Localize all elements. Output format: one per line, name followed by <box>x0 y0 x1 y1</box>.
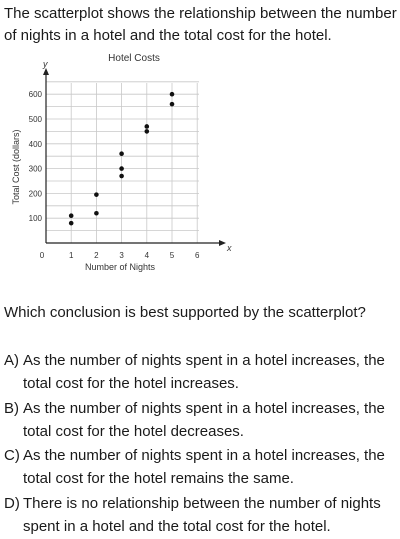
y-tick-label: 500 <box>28 115 42 124</box>
data-point <box>94 192 99 197</box>
x-tick-label: 2 <box>94 251 99 260</box>
y-axis-label: Total Cost (dollars) <box>11 129 21 205</box>
x-tick-label: 4 <box>144 251 150 260</box>
data-point <box>170 102 175 107</box>
x-tick-label: 6 <box>194 251 200 260</box>
answer-option-b[interactable] <box>4 397 398 443</box>
data-point <box>119 166 124 171</box>
answer-options <box>4 349 398 539</box>
chart-title: Hotel Costs <box>108 53 160 64</box>
y-tick-label: 400 <box>28 139 42 149</box>
scatterplot-hotel-costs <box>0 46 250 278</box>
y-tick-label: 200 <box>28 189 42 199</box>
answer-option-a[interactable] <box>4 349 398 395</box>
chart-tick-labels <box>29 90 200 260</box>
data-point <box>145 124 150 129</box>
data-point <box>69 221 74 226</box>
option-letter: A) <box>4 352 19 369</box>
chart-grid <box>46 82 199 243</box>
x-tick-label: 1 <box>68 251 74 260</box>
question-prompt: Which conclusion is best supported by the scatterplot? <box>4 304 366 321</box>
y-tick-label: 100 <box>28 214 42 224</box>
option-text: As the number of nights spent in a hotel increases, the total cost for the hotel decreases. <box>23 399 385 440</box>
option-text: As the number of nights spent in a hotel increases, the total cost for the hotel increases. <box>23 352 385 392</box>
data-point <box>69 213 74 218</box>
y-axis-variable: y <box>43 59 48 69</box>
x-tick-label: 0 <box>39 251 45 260</box>
y-tick-label: 300 <box>28 164 42 174</box>
data-point <box>145 129 150 134</box>
x-tick-label: 3 <box>119 251 124 260</box>
chart-axes <box>43 68 226 246</box>
problem-intro: The scatterplot shows the relationship between the number of nights in a hotel and the total cost for the hotel. <box>4 5 397 44</box>
x-axis-arrowhead <box>219 240 226 246</box>
data-point <box>94 211 99 216</box>
option-letter: C) <box>4 447 20 464</box>
data-point <box>170 92 175 97</box>
option-letter: D) <box>4 494 20 512</box>
answer-option-d[interactable] <box>4 492 398 538</box>
data-point <box>119 174 124 179</box>
data-point <box>119 151 124 156</box>
x-tick-label: 5 <box>169 251 175 260</box>
x-axis-variable: x <box>227 243 232 253</box>
y-axis-arrowhead <box>43 68 49 75</box>
option-text: As the number of nights spent in a hotel increases, the total cost for the hotel remains the same. <box>23 447 385 487</box>
option-text: There is no relationship between the number of nights spent in a hotel and the total cost for the hotel. <box>23 494 381 535</box>
option-letter: B) <box>4 399 19 417</box>
answer-option-c[interactable] <box>4 444 398 490</box>
y-tick-label: 600 <box>28 90 42 100</box>
x-axis-label: Number of Nights <box>84 262 156 272</box>
